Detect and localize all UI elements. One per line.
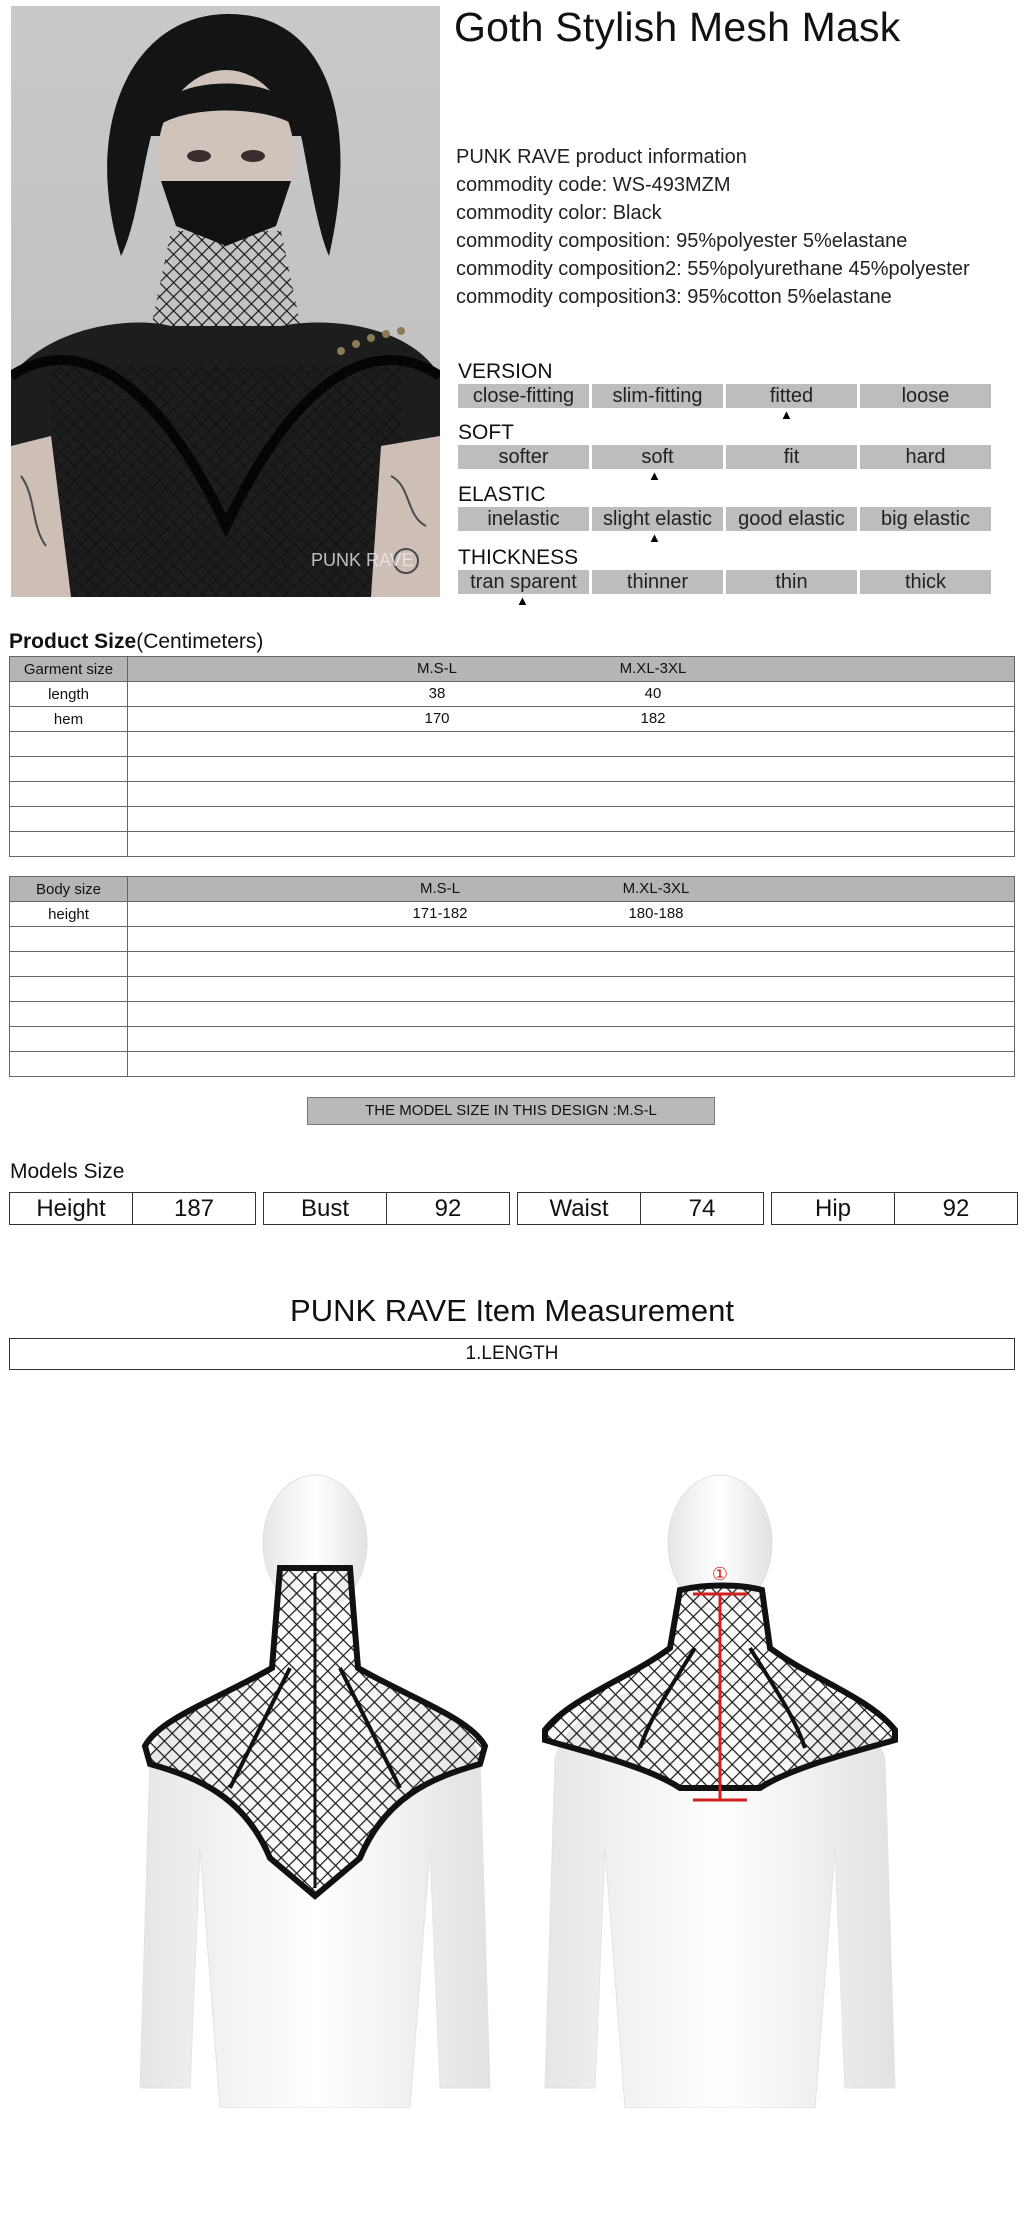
measure-callout: ① xyxy=(711,1564,729,1584)
table-row xyxy=(10,732,1015,757)
elastic-option: good elastic xyxy=(726,507,857,531)
models-size-title: Models Size xyxy=(10,1160,125,1183)
table-row: length 38 40 xyxy=(10,682,1015,707)
elastic-marker-icon: ▲ xyxy=(648,530,661,545)
model-illustration xyxy=(11,6,440,597)
measurement-item: 1.LENGTH xyxy=(9,1338,1015,1370)
watermark: PUNK RAVE xyxy=(311,550,414,570)
version-option: slim-fitting xyxy=(592,384,723,408)
thickness-option: tran sparent xyxy=(458,570,589,594)
soft-marker-icon: ▲ xyxy=(648,468,661,483)
table-row xyxy=(10,1002,1015,1027)
version-option: close-fitting xyxy=(458,384,589,408)
table-row xyxy=(10,807,1015,832)
size-col-header: M.XL-3XL xyxy=(622,880,690,897)
model-photo xyxy=(11,6,440,597)
models-size-row xyxy=(9,1192,1018,1225)
property-elastic xyxy=(458,483,991,545)
version-marker-icon: ▲ xyxy=(780,407,793,422)
mannequin-illustration xyxy=(110,1468,930,2108)
property-soft xyxy=(458,421,991,483)
table-row: hem 170 182 xyxy=(10,707,1015,732)
table-row xyxy=(10,782,1015,807)
table-row xyxy=(10,1052,1015,1077)
thickness-marker-icon: ▲ xyxy=(516,593,529,608)
elastic-label: ELASTIC xyxy=(458,483,546,506)
soft-option: fit xyxy=(726,445,857,469)
property-version xyxy=(458,360,991,422)
thickness-option: thinner xyxy=(592,570,723,594)
table-row xyxy=(10,1027,1015,1052)
soft-option: soft xyxy=(592,445,723,469)
row-label-hem: hem xyxy=(10,707,128,732)
measurement-diagram xyxy=(110,1468,930,2108)
info-heading: PUNK RAVE product information xyxy=(456,146,747,168)
body-size-table xyxy=(9,876,1015,1077)
size-col-header: M.XL-3XL xyxy=(619,660,687,677)
version-option: loose xyxy=(860,384,991,408)
model-waist: Waist 74 xyxy=(517,1192,764,1225)
elastic-option: inelastic xyxy=(458,507,589,531)
thickness-option: thick xyxy=(860,570,991,594)
model-size-note: THE MODEL SIZE IN THIS DESIGN :M.S-L xyxy=(307,1097,715,1125)
property-thickness xyxy=(458,546,991,608)
product-info xyxy=(456,143,970,311)
elastic-option: slight elastic xyxy=(592,507,723,531)
elastic-option: big elastic xyxy=(860,507,991,531)
model-bust: Bust 92 xyxy=(263,1192,510,1225)
front-mannequin xyxy=(140,1475,490,2108)
soft-option: softer xyxy=(458,445,589,469)
model-height: Height 187 xyxy=(9,1192,256,1225)
commodity-composition2: commodity composition2: 55%polyurethane 45%polyester xyxy=(456,258,970,280)
garment-size-header: Garment size xyxy=(10,657,128,682)
measurement-title: PUNK RAVE Item Measurement xyxy=(290,1293,734,1328)
back-mannequin xyxy=(545,1475,895,2108)
table-row xyxy=(10,952,1015,977)
body-size-header: Body size xyxy=(10,877,128,902)
commodity-composition: commodity composition: 95%polyester 5%elastane xyxy=(456,230,908,252)
product-title: Goth Stylish Mesh Mask xyxy=(454,4,901,50)
table-row xyxy=(10,927,1015,952)
garment-size-table xyxy=(9,656,1015,857)
size-col-header: M.S-L xyxy=(416,660,458,677)
version-label: VERSION xyxy=(458,360,553,383)
thickness-option: thin xyxy=(726,570,857,594)
soft-label: SOFT xyxy=(458,421,514,444)
size-col-header: M.S-L xyxy=(419,880,461,897)
table-row xyxy=(10,977,1015,1002)
version-option: fitted xyxy=(726,384,857,408)
thickness-label: THICKNESS xyxy=(458,546,579,569)
soft-option: hard xyxy=(860,445,991,469)
commodity-code: commodity code: WS-493MZM xyxy=(456,174,731,196)
table-row: height 171-182 180-188 xyxy=(10,902,1015,927)
commodity-color: commodity color: Black xyxy=(456,202,662,224)
model-hip: Hip 92 xyxy=(771,1192,1018,1225)
product-size-heading: Product Size(Centimeters) xyxy=(9,630,264,653)
row-label-height: height xyxy=(10,902,128,927)
table-row xyxy=(10,757,1015,782)
commodity-composition3: commodity composition3: 95%cotton 5%elastane xyxy=(456,286,892,308)
row-label-length: length xyxy=(10,682,128,707)
table-row xyxy=(10,832,1015,857)
